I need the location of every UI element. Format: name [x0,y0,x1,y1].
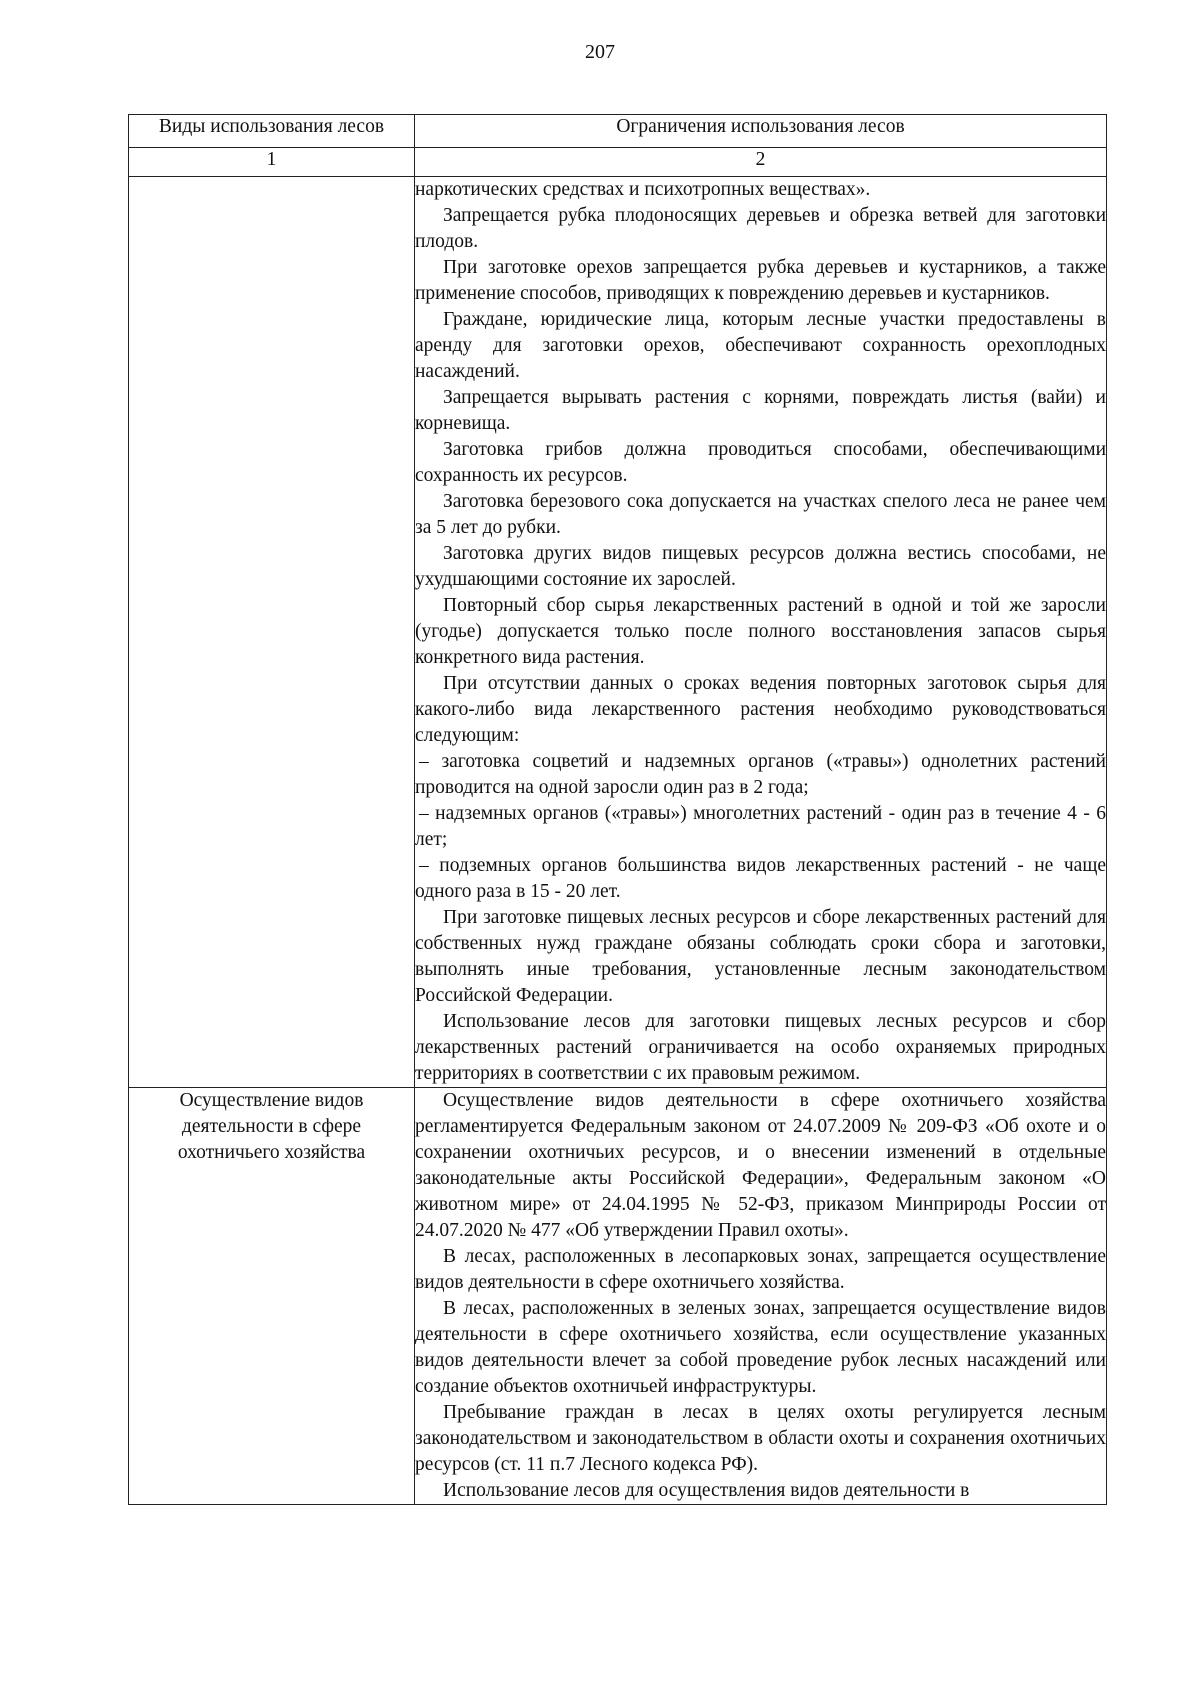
paragraph: При отсутствии данных о сроках ведения повторных заготовок сырья для какого-либо вида лекарственного растения необходимо руководствоваться следующим: [415,673,1106,746]
table-header-row [129,115,1107,148]
paragraph: При заготовке орехов запрещается рубка деревьев и кустарников, а также применение способов, приводящих к повреждению деревьев и кустарников. [415,257,1106,304]
table-row [129,1088,1107,1505]
restrictions-cell [415,177,1107,1088]
paragraph: Пребывание граждан в лесах в целях охоты регулируется лесным законодательством и законодательством в области охоты и сохранения охотничьих ресурсов (ст. 11 п.7 Лесного кодекса РФ). [415,1402,1106,1475]
table-row [129,177,1107,1088]
column-number-1: 1 [129,148,415,177]
use-type-cell [129,177,415,1088]
column-header-forest-use-types: Виды использования лесов [129,115,415,148]
paragraph: Запрещается вырывать растения с корнями, повреждать листья (вайи) и корневища. [415,387,1106,434]
use-type-cell-hunting: Осуществление видов деятельности в сфере охотничьего хозяйства [129,1088,415,1505]
paragraph: Повторный сбор сырья лекарственных растений в одной и той же заросли (угодье) допускается только после полного восстановления запасов сырья конкретного вида растения. [415,595,1106,668]
paragraph: В лесах, расположенных в зеленых зонах, запрещается осуществление видов деятельности в сфере охотничьего хозяйства, если осуществление указанных видов деятельности влечет за собой проведение рубок лесных насаждений или создание объектов охотничьей инфраструктуры. [415,1298,1106,1397]
paragraph: Использование лесов для заготовки пищевых лесных ресурсов и сбор лекарственных растений ограничивается на особо охраняемых природных территориях в соответствии с их правовым режимом. [415,1011,1106,1084]
paragraph: Запрещается рубка плодоносящих деревьев и обрезка ветвей для заготовки плодов. [415,205,1106,252]
forest-use-restrictions-table [128,114,1107,1505]
paragraph: Осуществление видов деятельности в сфере охотничьего хозяйства регламентируется Федеральным законом от 24.07.2009 № 209-ФЗ «Об охоте и о сохранении охотничьих ресурсов, и о внесении изменений в отдельные законодательные акты Российской Федерации», Федеральным законом «О животном мире» от 24.04.1995 № 52-ФЗ, приказом Минприроды России от 24.07.2020 № 477 «Об утверждении Правил охоты». [415,1090,1106,1241]
list-item: – заготовка соцветий и надземных органов («травы») однолетних растений проводится на одной заросли один раз в 2 года; [415,751,1106,798]
column-number-row [129,148,1107,177]
paragraph: Заготовка березового сока допускается на участках спелого леса не ранее чем за 5 лет до рубки. [415,491,1106,538]
paragraph: Заготовка других видов пищевых ресурсов должна вестись способами, не ухудшающими состояние их зарослей. [415,543,1106,590]
list-item: – подземных органов большинства видов лекарственных растений - не чаще одного раза в 15 - 20 лет. [415,855,1106,902]
page-number: 207 [585,41,615,63]
restrictions-cell-hunting [415,1088,1107,1505]
paragraph: При заготовке пищевых лесных ресурсов и сборе лекарственных растений для собственных нужд граждане обязаны соблюдать сроки сбора и заготовки, выполнять иные требования, установленные лесным законодательством Российской Федерации. [415,907,1106,1006]
paragraph: Граждане, юридические лица, которым лесные участки предоставлены в аренду для заготовки орехов, обеспечивают сохранность орехоплодных насаждений. [415,309,1106,382]
paragraph: Использование лесов для осуществления видов деятельности в [443,1480,970,1501]
paragraph: Заготовка грибов должна проводиться способами, обеспечивающими сохранность их ресурсов. [415,439,1106,486]
column-number-2: 2 [415,148,1107,177]
paragraph: В лесах, расположенных в лесопарковых зонах, запрещается осуществление видов деятельности в сфере охотничьего хозяйства. [415,1246,1106,1293]
list-item: – надземных органов («травы») многолетних растений - один раз в течение 4 - 6 лет; [415,803,1106,850]
column-header-restrictions: Ограничения использования лесов [415,115,1107,148]
paragraph: наркотических средствах и психотропных веществах». [415,179,871,200]
